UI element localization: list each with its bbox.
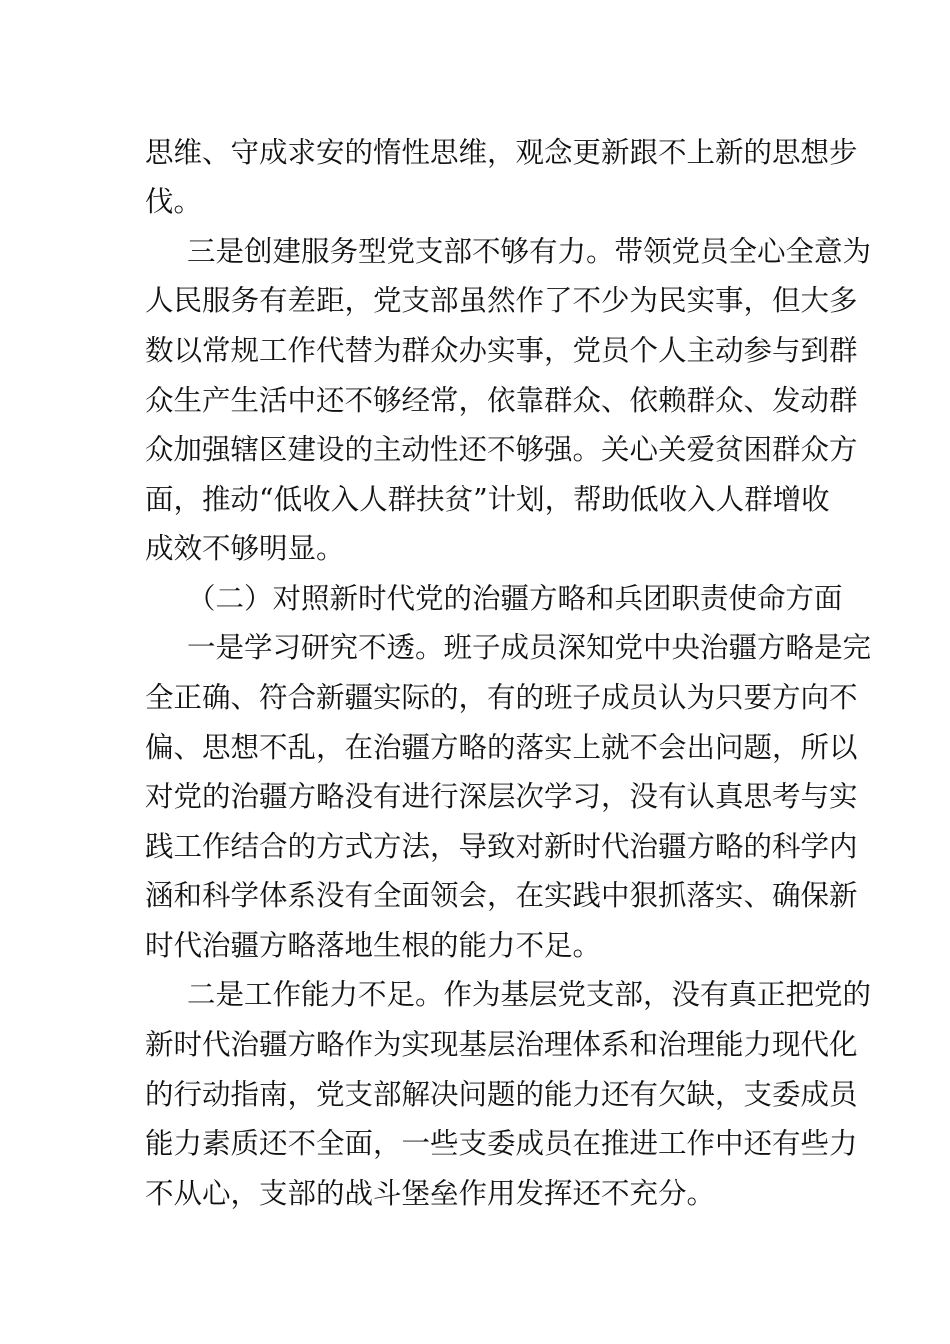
paragraph-line: 不从心，支部的战斗堡垒作用发挥还不充分。 xyxy=(145,1177,716,1210)
paragraph-line: 一是学习研究不透。班子成员深知党中央治疆方略是完 xyxy=(187,631,872,664)
paragraph-line: 思维、守成求安的惰性思维，观念更新跟不上新的思想步 xyxy=(145,136,858,169)
paragraph-line: 成效不够明显。 xyxy=(145,532,345,565)
paragraph-line: 全正确、符合新疆实际的，有的班子成员认为只要方向不 xyxy=(145,681,858,714)
paragraph-line: 的行动指南，党支部解决问题的能力还有欠缺，支委成员 xyxy=(145,1078,858,1111)
paragraph-line: 二是工作能力不足。作为基层党支部，没有真正把党的 xyxy=(187,978,872,1011)
section-heading: （二）对照新时代党的治疆方略和兵团职责使命方面 xyxy=(187,582,843,615)
paragraph-line: 偏、思想不乱，在治疆方略的落实上就不会出问题，所以 xyxy=(145,731,858,764)
paragraph-line: 伐。 xyxy=(145,185,203,218)
paragraph-line: 对党的治疆方略没有进行深层次学习，没有认真思考与实 xyxy=(145,780,858,813)
paragraph-line: 三是创建服务型党支部不够有力。带领党员全心全意为 xyxy=(187,235,872,268)
paragraph-line: 人民服务有差距，党支部虽然作了不少为民实事，但大多 xyxy=(145,284,858,317)
paragraph-line: 数以常规工作代替为群众办实事，党员个人主动参与到群 xyxy=(145,334,858,367)
paragraph-line: 践工作结合的方式方法，导致对新时代治疆方略的科学内 xyxy=(145,830,858,863)
paragraph-line: 能力素质还不全面，一些支委成员在推进工作中还有些力 xyxy=(145,1127,858,1160)
paragraph-line: 涵和科学体系没有全面领会，在实践中狠抓落实、确保新 xyxy=(145,879,858,912)
paragraph-line: 新时代治疆方略作为实现基层治理体系和治理能力现代化 xyxy=(145,1028,858,1061)
paragraph-line: 众生产生活中还不够经常，依靠群众、依赖群众、发动群 xyxy=(145,384,858,417)
paragraph-line: 众加强辖区建设的主动性还不够强。关心关爱贫困群众方 xyxy=(145,433,858,466)
paragraph-line: 时代治疆方略落地生根的能力不足。 xyxy=(145,929,602,962)
paragraph-line: 面，推动“低收入人群扶贫”计划，帮助低收入人群增收 xyxy=(145,483,830,516)
